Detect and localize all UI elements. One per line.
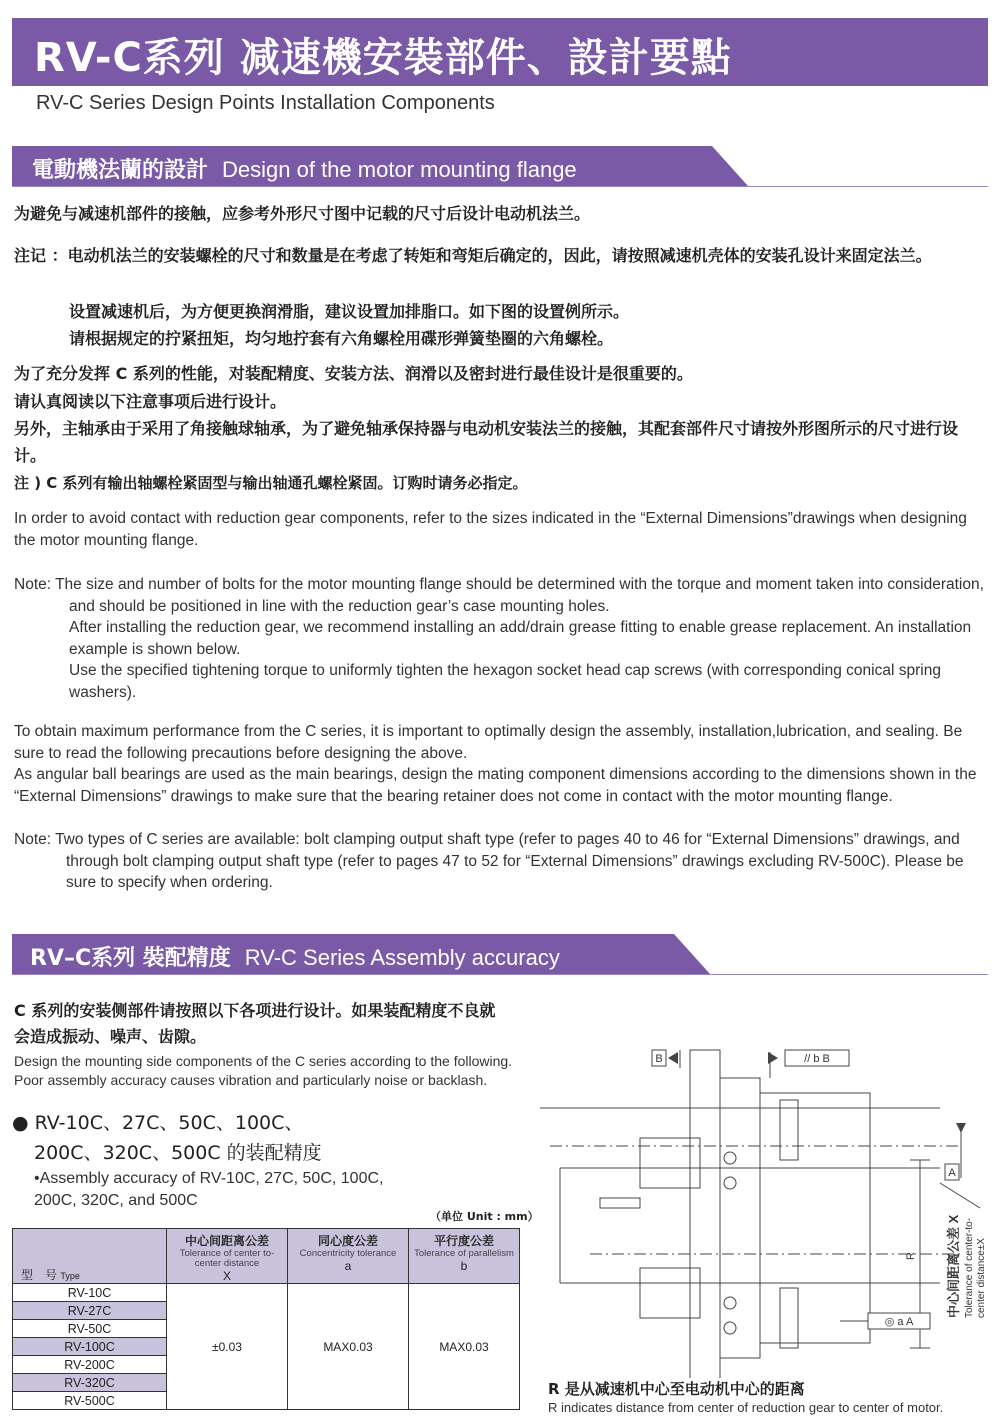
- b-header-en: Tolerance of parallelism: [414, 1248, 514, 1259]
- unit-label: （单位 Unit : mm）: [430, 1210, 539, 1223]
- cn-paragraph-5: 注 ) C 系列有输出轴螺栓紧固型与输出轴通孔螺栓紧固。订购时请务必指定。: [14, 474, 528, 492]
- x-value-cell: ±0.03: [167, 1284, 288, 1410]
- type-cell: RV-10C: [13, 1284, 167, 1302]
- en-note-1: Note: The size and number of bolts for the motor mounting flange should be determined with the torque and moment taken into consideration, and should be positioned in line with the reduction gear’s case mounting holes.: [14, 576, 984, 615]
- datum-b-label: B: [655, 1053, 663, 1065]
- section1-heading: [32, 153, 577, 184]
- tolerance-x-cn: 中心间距离公差 X: [946, 1214, 961, 1318]
- b-value-cell: MAX0.03: [409, 1284, 520, 1410]
- b-header: [409, 1229, 520, 1284]
- tolerance-x-en-1: Tolerance of center-to-: [964, 1217, 975, 1318]
- b-header-symbol: b: [460, 1259, 468, 1273]
- a-value-cell: MAX0.03: [288, 1284, 409, 1410]
- section2-title-en: RV-C Series Assembly accuracy: [244, 945, 560, 970]
- page-subtitle: RV-C Series Design Points Installation Components: [36, 92, 495, 114]
- cn-paragraph-3: 请认真阅读以下注意事项后进行设计。: [14, 392, 287, 411]
- section2-rule: [12, 974, 988, 975]
- type-cell: RV-500C: [13, 1392, 167, 1410]
- table-row: [13, 1284, 520, 1302]
- flange-outline: [690, 1050, 720, 1378]
- bullet-heading-cn: [12, 1108, 322, 1168]
- en-paragraph-2: To obtain maximum performance from the C series, it is important to optimally design the assembly, installation,lubrication, and sealing. Be sure to read the following precautions before designing the above.: [14, 723, 963, 762]
- bullet-heading-en: [34, 1168, 383, 1212]
- bullet-cn-line-1: ● RV-10C、27C、50C、100C、: [12, 1112, 304, 1134]
- x-header: [167, 1229, 288, 1284]
- bullet-en-line-2: 200C, 320C, and 500C: [34, 1192, 198, 1209]
- drawing-caption-cn: R 是从减速机中心至电动机中心的距离: [548, 1380, 805, 1398]
- r-dimension-label: R: [905, 1252, 917, 1260]
- en-paragraph-3: As angular ball bearings are used as the main bearings, design the mating component dimensions according to the dimensions shown in the “External Dimensions” drawings to make sure that the bearing retainer does not come in contact with the motor mounting flange.: [14, 766, 977, 805]
- parallelism-label: // b B: [804, 1053, 830, 1065]
- x-header-cn: 中心间距离公差: [184, 1234, 269, 1248]
- cn-note-2: 设置减速机后，为方便更换润滑脂，建议设置加排脂口。如下图的设置例所示。: [69, 302, 630, 321]
- concentricity-label: ◎ a A: [884, 1316, 914, 1328]
- b-header-cn: 平行度公差: [433, 1234, 494, 1248]
- section2-en-line-1: Design the mounting side components of the C series according to the following.: [14, 1053, 513, 1069]
- page-title: RV-C系列 减速機安裝部件、設計要點: [34, 35, 732, 81]
- section2-cn-paragraph: C 系列的安装侧部件请按照以下各项进行设计。如果装配精度不良就会造成振动、噪声、齿隙。: [14, 1001, 496, 1046]
- en-note-4: Note: Two types of C series are available: bolt clamping output shaft type (refer to pages 40 to 46 for “External Dimensions” drawings, and through bolt clamping output shaft type (refer to pages 47 to 52 for “External Dimensions” drawings excluding RV-500C). Please be sure to specify when ordering.: [14, 831, 964, 891]
- tolerance-x-en-2: center distance±X: [976, 1238, 987, 1318]
- section1-rule: [12, 186, 988, 187]
- en-note-2: After installing the reduction gear, we recommend installing an add/drain grease fitting to enable grease replacement. An installation example is shown below.: [69, 619, 972, 658]
- a-header-symbol: a: [344, 1259, 352, 1273]
- en-note-3: Use the specified tightening torque to uniformly tighten the hexagon socket head cap screws (with corresponding conical spring washers).: [69, 662, 941, 701]
- type-header-en: Type: [60, 1271, 80, 1281]
- section2-title-cn: RV–C系列 裝配精度: [30, 946, 231, 971]
- type-cell: RV-320C: [13, 1374, 167, 1392]
- cn-paragraph-1: 为避免与减速机部件的接触，应参考外形尺寸图中记载的尺寸后设计电动机法兰。: [14, 204, 591, 223]
- en-paragraph-1: In order to avoid contact with reduction gear components, refer to the sizes indicated in the “External Dimensions”drawings when designing the motor mounting flange.: [14, 510, 967, 549]
- a-header-en: Concentricity tolerance: [299, 1248, 397, 1259]
- cn-paragraph-4: 另外，主轴承由于采用了角接触球轴承，为了避免轴承保持器与电动机安装法兰的接触，其配套部件尺寸请按外形图所示的尺寸进行设计。: [14, 419, 959, 465]
- bullet-en-line-1: •Assembly accuracy of RV-10C, 27C, 50C, 100C,: [34, 1170, 384, 1187]
- section1-title-cn: 電動機法蘭的設計: [32, 158, 209, 183]
- accuracy-table: [12, 1228, 520, 1410]
- a-header: [288, 1229, 409, 1284]
- cn-note-1: 注记 ：电动机法兰的安装螺栓的尺寸和数量是在考虑了转矩和弯矩后确定的，因此，请按照减速机壳体的安装孔设计来固定法兰。: [14, 246, 932, 265]
- cn-note-3: 请根据规定的拧紧扭矩，均匀地拧套有六角螺栓用碟形弹簧垫圈的六角螺栓。: [69, 329, 614, 348]
- x-header-symbol: X: [222, 1269, 231, 1283]
- drawing-caption-en: R indicates distance from center of reduction gear to center of motor.: [548, 1400, 944, 1415]
- type-cell: RV-27C: [13, 1302, 167, 1320]
- table-header-row: [13, 1229, 520, 1284]
- datum-a-label: A: [948, 1167, 956, 1179]
- section2-heading: [30, 941, 560, 972]
- a-header-cn: 同心度公差: [317, 1234, 378, 1248]
- type-header-cn: 型 号: [21, 1268, 58, 1282]
- cn-paragraph-2: 为了充分发挥 C 系列的性能，对装配精度、安装方法、润滑以及密封进行最佳设计是很重要的。: [14, 364, 693, 383]
- type-cell: RV-50C: [13, 1320, 167, 1338]
- bullet-cn-line-2: 200C、320C、500C 的装配精度: [34, 1142, 322, 1164]
- section2-en-line-2: Poor assembly accuracy causes vibration and particularly noise or backlash.: [14, 1072, 488, 1088]
- type-header: [13, 1229, 167, 1284]
- type-cell: RV-200C: [13, 1356, 167, 1374]
- type-cell: RV-100C: [13, 1338, 167, 1356]
- section1-title-en: Design of the motor mounting flange: [222, 157, 577, 182]
- x-header-en: Tolerance of center to-center distance: [179, 1248, 275, 1269]
- assembly-drawing: [540, 1038, 998, 1378]
